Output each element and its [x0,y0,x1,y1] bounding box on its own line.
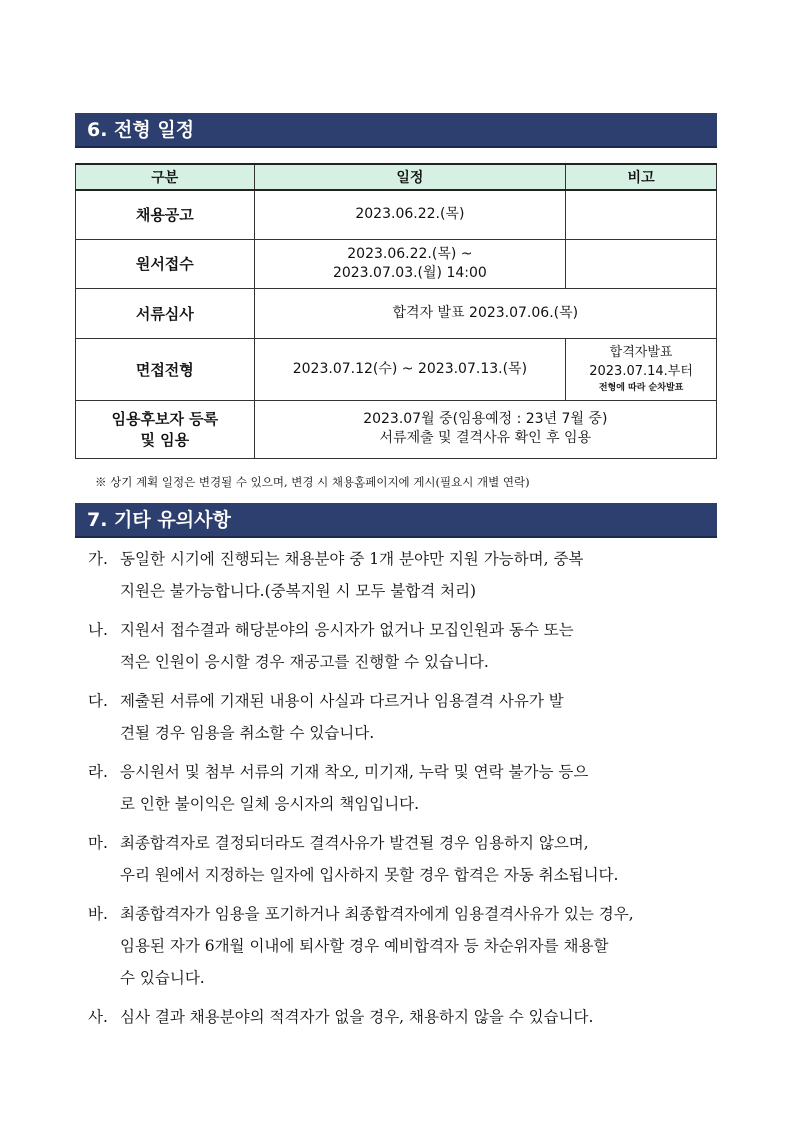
list-item [88,756,720,820]
row-schedule-line1: 2023.06.22.(목) ~ [347,245,473,262]
list-line: 수 있습니다. [120,969,205,987]
list-line: 임용된 자가 6개월 이내에 퇴사할 경우 예비합격자 등 차순위자를 채용할 [120,937,609,955]
row-schedule: 2023.06.22.(목) [254,190,566,239]
list-text [120,756,720,820]
section-7-header [75,503,717,538]
schedule-footnote: ※ 상기 계획 일정은 변경될 수 있으며, 변경 시 채용홈페이지에 게시(필요시 개별 연락) [95,475,530,489]
list-marker: 라. [88,763,108,781]
list-line: 적은 인원이 응시할 경우 재공고를 진행할 수 있습니다. [120,653,489,671]
row-category [76,400,255,458]
table-header-row [76,164,717,190]
list-text [120,827,720,891]
list-item [88,1001,720,1033]
row-schedule: 2023.07.12(수) ~ 2023.07.13.(목) [254,338,566,400]
list-line: 로 인한 불이익은 일체 응시자의 책임입니다. [120,795,420,813]
row-note [566,338,717,400]
list-text [120,898,720,994]
row-schedule-line2: 서류제출 및 결격사유 확인 후 임용 [379,430,592,446]
list-line: 제출된 서류에 기재된 내용이 사실과 다르거나 임용결격 사유가 발 [120,692,564,710]
notes-list [88,543,720,1040]
table-row [76,288,717,338]
list-line: 최종합격자가 임용을 포기하거나 최종합격자에게 임용결격사유가 있는 경우, [120,905,634,923]
list-marker: 가. [88,550,108,568]
row-category-line1: 임용후보자 등록 [111,410,219,428]
section-6-header [75,113,717,148]
table-row [76,400,717,458]
list-line: 최종합격자로 결정되더라도 결격사유가 발견될 경우 임용하지 않으며, [120,834,589,852]
list-line: 견될 경우 임용을 취소할 수 있습니다. [120,724,375,742]
row-note-line2: 2023.07.14.부터 [589,364,693,379]
row-category: 원서접수 [76,239,255,288]
table-row [76,338,717,400]
section-6-title: 6. 전형 일정 [87,119,195,141]
list-text [120,685,720,749]
row-note [566,239,717,288]
list-marker: 나. [88,621,108,639]
row-note-line3: 전형에 따라 순차발표 [598,383,684,393]
row-category: 서류심사 [76,288,255,338]
section-7-title: 7. 기타 유의사항 [87,509,231,531]
row-category: 면접전형 [76,338,255,400]
header-schedule: 일정 [254,164,566,190]
list-line: 지원서 접수결과 해당분야의 응시자가 없거나 모집인원과 동수 또는 [120,621,574,639]
list-marker: 마. [88,834,108,852]
header-category: 구분 [76,164,255,190]
table-row [76,239,717,288]
list-line: 심사 결과 채용분야의 적격자가 없을 경우, 채용하지 않을 수 있습니다. [120,1008,594,1026]
list-item [88,685,720,749]
list-text [120,614,720,678]
row-schedule-line2: 2023.07.03.(월) 14:00 [332,264,487,281]
list-text [120,1001,720,1033]
list-marker: 바. [88,905,108,923]
list-item [88,898,720,994]
list-marker: 사. [88,1008,108,1026]
row-schedule: 합격자 발표 2023.07.06.(목) [254,288,716,338]
row-category-line2: 및 임용 [140,431,190,449]
row-category: 채용공고 [76,190,255,239]
row-note-line1: 합격자발표 [609,345,673,360]
schedule-table [75,163,717,459]
list-line: 지원은 불가능합니다.(중복지원 시 모두 불합격 처리) [120,582,477,600]
row-schedule [254,400,716,458]
list-line: 동일한 시기에 진행되는 채용분야 중 1개 분야만 지원 가능하며, 중복 [120,550,584,568]
row-schedule-line1: 2023.07월 중(임용예정 : 23년 7월 중) [363,411,608,427]
list-text [120,543,720,607]
row-schedule [254,239,566,288]
list-item [88,827,720,891]
list-line: 응시원서 및 첨부 서류의 기재 착오, 미기재, 누락 및 연락 불가능 등으 [120,763,589,781]
list-item [88,614,720,678]
list-item [88,543,720,607]
list-line: 우리 원에서 지정하는 일자에 입사하지 못할 경우 합격은 자동 취소됩니다. [120,866,619,884]
header-note: 비고 [566,164,717,190]
table-row [76,190,717,239]
list-marker: 다. [88,692,108,710]
row-note [566,190,717,239]
